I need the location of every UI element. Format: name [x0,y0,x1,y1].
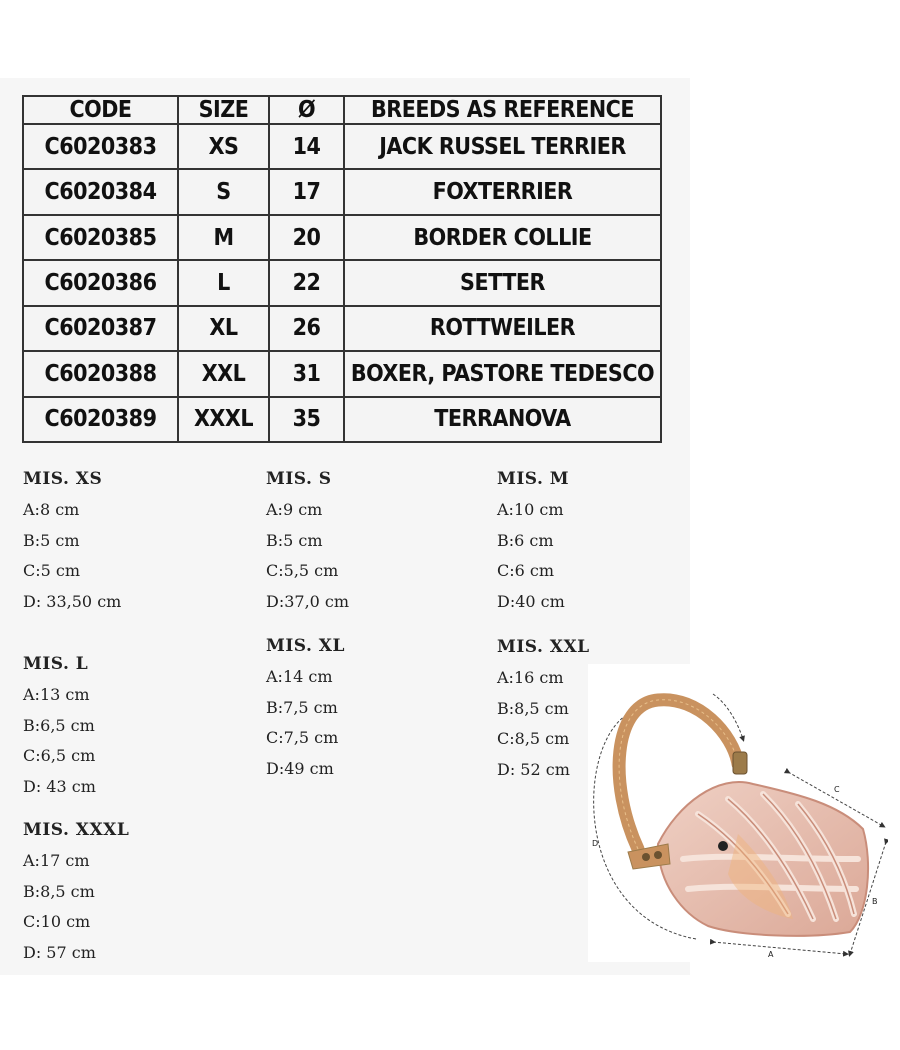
cell-breed: SETTER [344,260,661,305]
measure-group-xxl [497,636,590,789]
cell-size: L [178,260,269,305]
measure-b: B:8,5 cm [23,881,95,901]
header-size: SIZE [178,96,269,124]
measure-a: A:8 cm [23,500,80,519]
measure-d: D:49 cm [266,758,334,778]
cell-breed: ROTTWEILER [344,306,661,351]
measure-b: B:5 cm [266,530,323,550]
measure-d: D:40 cm [497,591,565,611]
measure-b: B:8,5 cm [497,698,569,718]
table-row [23,260,661,305]
measure-a: A:10 cm [497,500,564,519]
table-row [23,169,661,214]
cell-code: C6020384 [23,169,178,214]
cell-size: XXXL [178,397,269,442]
measure-group-xs [23,468,121,621]
measure-title: MIS. M [497,469,570,489]
cell-code: C6020388 [23,351,178,396]
size-table [22,95,662,443]
measure-c: C:10 cm [23,912,91,931]
measure-title: MIS. XXL [497,637,590,657]
table-row [23,351,661,396]
cell-code: C6020389 [23,397,178,442]
measure-d: D: 33,50 cm [23,591,122,611]
cell-size: M [178,215,269,260]
measure-c: C:6,5 cm [23,746,96,765]
cell-size: S [178,169,269,214]
measure-a: A:14 cm [266,667,333,686]
header-breeds: BREEDS AS REFERENCE [344,96,661,124]
cell-diameter: 22 [269,260,344,305]
measure-title: MIS. XXXL [23,820,130,840]
measure-d: D:37,0 cm [266,591,350,611]
measure-title: MIS. L [23,654,89,674]
cell-size: XS [178,124,269,169]
cell-diameter: 14 [269,124,344,169]
cell-breed: FOXTERRIER [344,169,661,214]
measure-c: C:7,5 cm [266,728,339,747]
measure-b: B:7,5 cm [266,697,338,717]
measure-title: MIS. XL [266,636,345,656]
cell-code: C6020386 [23,260,178,305]
cell-size: XXL [178,351,269,396]
label-a: A [768,950,774,959]
table-row [23,397,661,442]
measure-group-xxxl [23,819,129,972]
measure-d: D: 52 cm [497,759,570,779]
measure-b: B:6 cm [497,530,554,550]
measure-a: A:16 cm [497,668,564,687]
cell-diameter: 26 [269,306,344,351]
header-diameter: Ø [269,96,344,124]
measure-a: A:17 cm [23,851,90,870]
cell-diameter: 20 [269,215,344,260]
measure-c: C:8,5 cm [497,729,570,748]
measure-group-l [23,653,96,806]
measure-group-xl [266,635,345,788]
cell-breed: BOXER, PASTORE TEDESCO [344,351,661,396]
measure-c: C:6 cm [497,561,555,580]
table-row [23,306,661,351]
cell-diameter: 35 [269,397,344,442]
cell-breed: TERRANOVA [344,397,661,442]
measure-c: C:5 cm [23,561,81,580]
cell-code: C6020383 [23,124,178,169]
header-code: CODE [23,96,178,124]
label-d: D [592,839,599,848]
cell-size: XL [178,306,269,351]
cell-code: C6020385 [23,215,178,260]
label-c: C [834,785,840,794]
measure-d: D: 57 cm [23,942,96,962]
table-row [23,124,661,169]
cell-diameter: 17 [269,169,344,214]
cell-breed: JACK RUSSEL TERRIER [344,124,661,169]
measure-b: B:6,5 cm [23,715,95,735]
measure-d: D: 43 cm [23,776,96,796]
measure-title: MIS. XS [23,469,103,489]
measure-c: C:5,5 cm [266,561,339,580]
measure-group-s [266,468,349,621]
table-row [23,215,661,260]
muzzle-illustration [588,664,888,962]
measure-title: MIS. S [266,469,332,489]
label-b: B [872,897,878,906]
cell-breed: BORDER COLLIE [344,215,661,260]
measure-group-m [497,468,569,621]
cell-diameter: 31 [269,351,344,396]
cell-code: C6020387 [23,306,178,351]
measure-a: A:9 cm [266,500,323,519]
measure-a: A:13 cm [23,685,90,704]
muzzle-diagram [588,664,888,962]
table-header-row [23,96,661,124]
measure-b: B:5 cm [23,530,80,550]
